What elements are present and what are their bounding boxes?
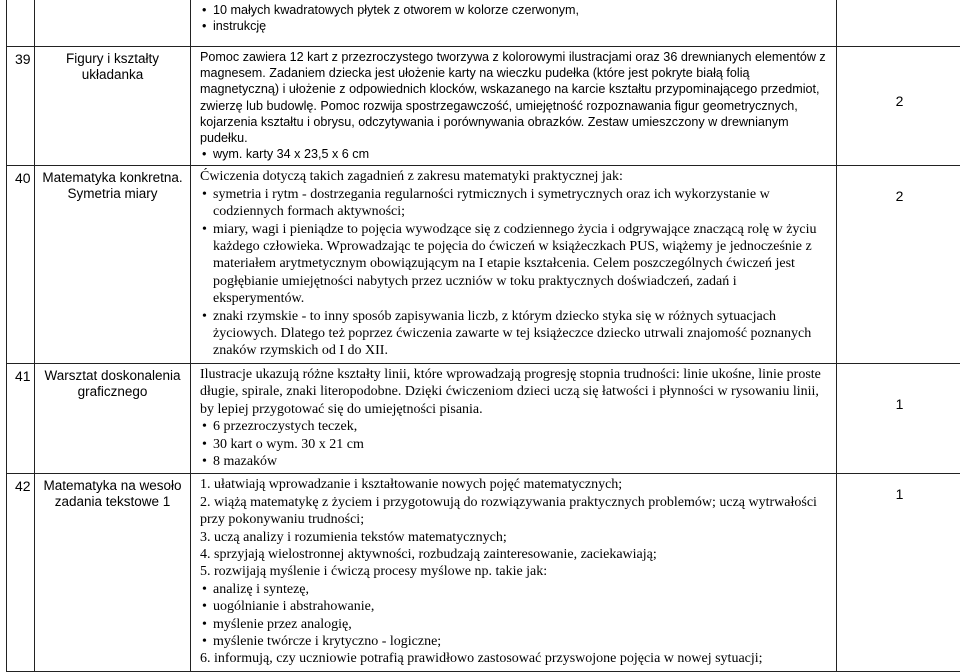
bullet-item: • miary, wagi i pieniądze to pojęcia wywodzące się z codziennego życia i odgrywające znaczącą rolę w życiu każdego człowieka. Wprowadzając te pojęcia do ćwiczeń w książeczkach PUS, wiążemy je jednocześnie z materiałem arytmetycznym obowiązującym na I etapie kształcenia. Celem poszczególnych ćwiczeń jest pogłębianie umiejętności nabytych przez uczniów w toku praktycznych doświadczeń, zadań i eksperymentów. [200, 221, 828, 308]
bullet-item: • myślenie twórcze i krytyczno - logiczne; [200, 633, 828, 650]
bullet-item: • znaki rzymskie - to inny sposób zapisywania liczb, z którym dziecko styka się w różnych sytuacjach życiowych. Dlatego też poprzez ćwiczenia zawarte w tej książeczce dziecko utrwali znajomość poznanych znaków rzymskich od I do XII. [200, 308, 828, 360]
bullet-item: • 30 kart o wym. 30 x 21 cm [200, 436, 828, 453]
description-paragraph: 6. informują, czy uczniowie potrafią prawidłowo zastosować przyswojone pojęcia w nowej sytuacji; [200, 650, 828, 667]
description-paragraph: Pomoc zawiera 12 kart z przezroczystego tworzywa z kolorowymi ilustracjami oraz 36 drewnianych elementów z magnesem. Zadaniem dziecka jest ułożenie karty na wieczku pudełka (które jest pokryte białą folią magnetyczną) i ułożenie z odpowiednich klocków, wskazanego na karcie kształtu przypominającego przedmiot, zwierzę lub budowlę. Pomoc rozwija spostrzegawczość, umiejętność rozpoznawania figur geometrycznych, kojarzenia kształtu i obrysu, odczytywania i porównywania obrazków. Zestaw umieszczony w drewnianym pudełku. [200, 49, 828, 146]
item-number [7, 0, 35, 47]
bullet-item: • 8 mazaków [200, 453, 828, 470]
description-paragraph: 4. sprzyjają wielostronnej aktywności, rozbudzają zainteresowanie, zaciekawiają; [200, 546, 828, 563]
item-description [191, 47, 837, 166]
item-quantity: 2 [837, 47, 960, 166]
item-number: 42 [7, 474, 35, 671]
bullet-item: • instrukcję [200, 18, 828, 34]
description-paragraph: Ilustracje ukazują różne kształty linii, które wprowadzają progresję stopnia trudności: linie ukośne, linie proste długie, spirale, znaki literopodobne. Dzięki ćwiczeniom dzieci uczą się łatwości i płynności w rysowaniu linii, by lepiej przygotować się do umiejętności pisania. [200, 366, 828, 418]
item-number: 40 [7, 166, 35, 363]
item-name: Matematyka konkretna. Symetria miary [35, 166, 191, 363]
product-table [6, 0, 960, 672]
table-row [7, 0, 960, 47]
item-quantity: 1 [837, 474, 960, 671]
item-quantity: 2 [837, 166, 960, 363]
bullet-item: • symetria i rytm - dostrzegania regularności rytmicznych i symetrycznych oraz ich wykorzystanie w codziennych formach aktywności; [200, 186, 828, 221]
item-number: 39 [7, 47, 35, 166]
item-description [191, 363, 837, 473]
description-paragraph: 3. uczą analizy i rozumienia tekstów matematycznych; [200, 529, 828, 546]
item-description [191, 474, 837, 671]
table-row [7, 47, 960, 166]
item-name [35, 0, 191, 47]
item-description [191, 0, 837, 47]
item-quantity [837, 0, 960, 47]
item-name: Matematyka na wesoło zadania tekstowe 1 [35, 474, 191, 671]
table-row [7, 166, 960, 363]
table-row [7, 474, 960, 671]
description-paragraph: 1. ułatwiają wprowadzanie i kształtowanie nowych pojęć matematycznych; [200, 476, 828, 493]
item-name: Warsztat doskonalenia graficznego [35, 363, 191, 473]
description-paragraph: 5. rozwijają myślenie i ćwiczą procesy myślowe np. takie jak: [200, 563, 828, 580]
item-name: Figury i kształty układanka [35, 47, 191, 166]
bullet-item: • 6 przezroczystych teczek, [200, 418, 828, 435]
bullet-item: • uogólnianie i abstrahowanie, [200, 598, 828, 615]
item-number: 41 [7, 363, 35, 473]
description-paragraph: Ćwiczenia dotyczą takich zagadnień z zakresu matematyki praktycznej jak: [200, 168, 828, 185]
item-quantity: 1 [837, 363, 960, 473]
bullet-item: • analizę i syntezę, [200, 581, 828, 598]
description-paragraph: 2. wiążą matematykę z życiem i przygotowują do rozwiązywania praktycznych problemów; uczą wytrwałości przy pokonywaniu trudności; [200, 494, 828, 529]
item-description [191, 166, 837, 363]
bullet-item: • wym. karty 34 x 23,5 x 6 cm [200, 146, 828, 162]
bullet-item: • 10 małych kwadratowych płytek z otworem w kolorze czerwonym, [200, 2, 828, 18]
table-row [7, 363, 960, 473]
bullet-item: • myślenie przez analogię, [200, 616, 828, 633]
